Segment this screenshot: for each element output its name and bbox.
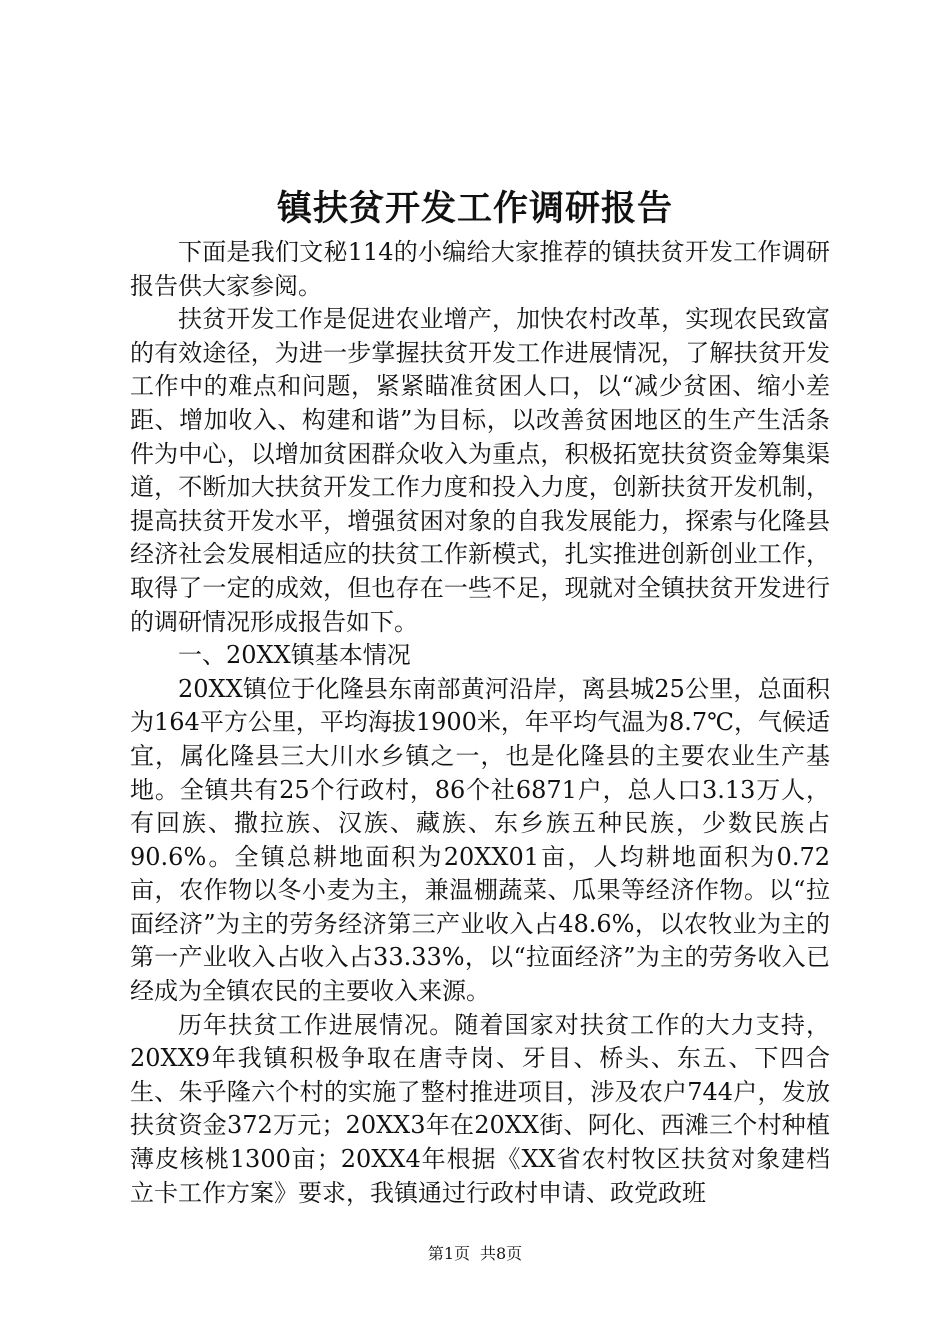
section-heading: 一、20XX镇基本情况	[178, 641, 411, 670]
page-total: 共8页	[480, 1244, 523, 1263]
basic-info-paragraph: 20XX镇位于化隆县东南部黄河沿岸，离县城25公里，总面积为164平方公里，平均海拔1900米，年平均气温为8.7℃，气候适宜，属化隆县三大川水乡镇之一，也是化隆县的主要农业生产基地。全镇共有25个行政村，86个社6871户，总人口3.13万人，有回族、撒拉族、汉族、藏族、东乡族五种民族，少数民族占90.6%。全镇总耕地面积为20XX01亩，人均耕地面积为0.72亩，农作物以冬小麦为主，兼温棚蔬菜、瓜果等经济作物。以“拉面经济”为主的劳务经济第三产业收入占48.6%，以农牧业为主的第一产业收入占收入占33.33%，以“拉面经济”为主的劳务收入已经成为全镇农民的主要收入来源。	[130, 674, 830, 1006]
page-number: 第1页	[427, 1244, 470, 1263]
document-body	[130, 236, 830, 1210]
progress-paragraph: 历年扶贫工作进展情况。随着国家对扶贫工作的大力支持，20XX9年我镇积极争取在唐寺岗、牙目、桥头、东五、下四合生、朱乎隆六个村的实施了整村推进项目，涉及农户744户，发放扶贫资金372万元；20XX3年在20XX街、阿化、西滩三个村种植薄皮核桃1300亩；20XX4年根据《XX省农村牧区扶贫对象建档立卡工作方案》要求，我镇通过行政村申请、政党政班	[130, 1010, 830, 1207]
intro-paragraph: 下面是我们文秘114的小编给大家推荐的镇扶贫开发工作调研报告供大家参阅。	[130, 238, 830, 300]
page-footer	[0, 1243, 950, 1265]
overview-paragraph: 扶贫开发工作是促进农业增产，加快农村改革，实现农民致富的有效途径，为进一步掌握扶贫开发工作进展情况，了解扶贫开发工作中的难点和问题，紧紧瞄准贫困人口，以“减少贫困、缩小差距、增加收入、构建和谐”为目标，以改善贫困地区的生产生活条件为中心，以增加贫困群众收入为重点，积极拓宽扶贫资金筹集渠道，不断加大扶贫开发工作力度和投入力度，创新扶贫开发机制，提高扶贫开发水平，增强贫困对象的自我发展能力，探索与化隆县经济社会发展相适应的扶贫工作新模式，扎实推进创新创业工作，取得了一定的成效，但也存在一些不足，现就对全镇扶贫开发进行的调研情况形成报告如下。	[130, 305, 830, 636]
document-title: 镇扶贫开发工作调研报告	[276, 188, 673, 229]
